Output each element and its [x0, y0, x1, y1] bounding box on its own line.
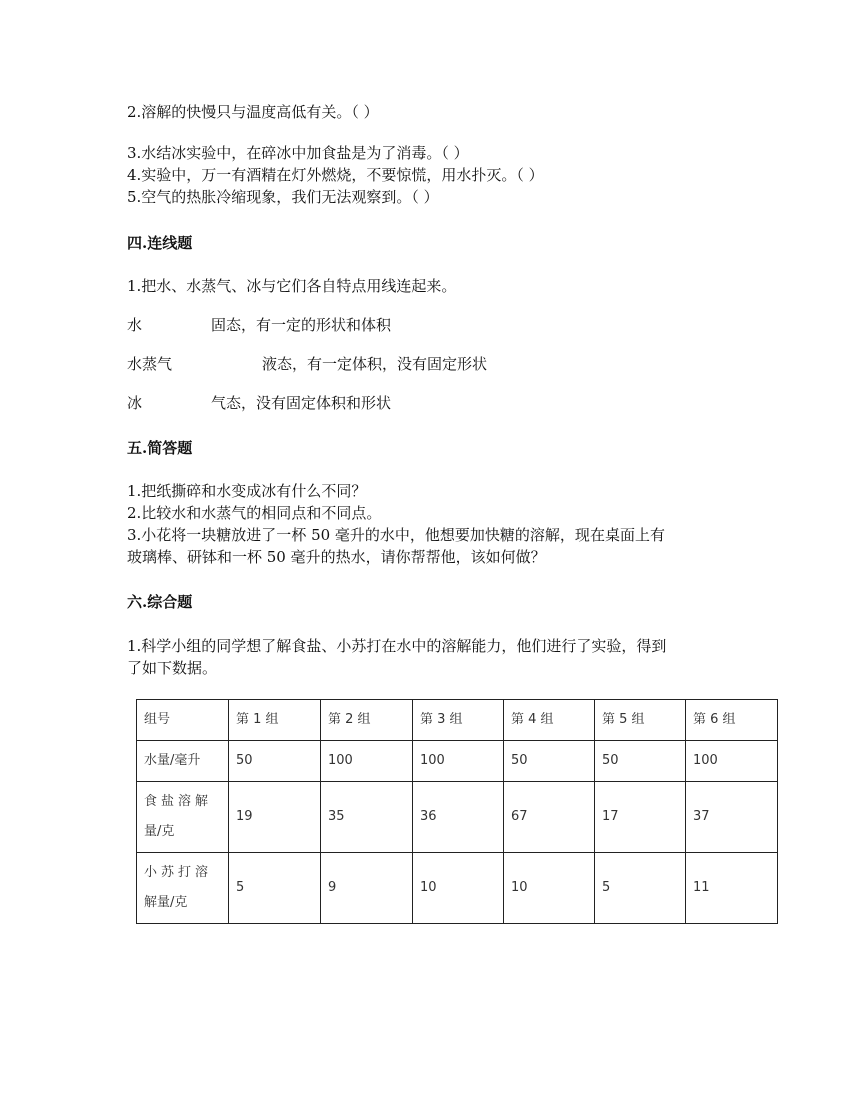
sa-item-2: 2.比较水和水蒸气的相同点和不同点。 — [127, 504, 382, 522]
row-label-line: 小苏打溶 — [144, 865, 213, 880]
tf-item-3: 3.水结冰实验中，在碎冰中加食盐是为了消毒。（ ） — [127, 144, 469, 162]
solubility-table — [136, 699, 778, 924]
table-cell: 67 — [504, 782, 595, 853]
table-header-cell: 第 5 组 — [595, 700, 686, 741]
table-cell: 100 — [686, 741, 778, 782]
sa-item-1: 1.把纸撕碎和水变成冰有什么不同？ — [127, 482, 367, 500]
match-left-water: 水 — [127, 316, 143, 334]
table-cell: 9 — [321, 853, 413, 924]
table-cell: 100 — [413, 741, 504, 782]
match-right-solid: 固态，有一定的形状和体积 — [211, 316, 392, 334]
table-header-cell: 第 2 组 — [321, 700, 413, 741]
sa-item-3-line1: 3.小花将一块糖放进了一杯 50 毫升的水中，他想要加快糖的溶解，现在桌面上有 — [127, 526, 665, 544]
section6-question-line2: 了如下数据。 — [127, 659, 218, 677]
sa-item-3-line2: 玻璃棒、研钵和一杯 50 毫升的热水，请你帮帮他，该如何做？ — [127, 548, 546, 566]
row-label: 水量/毫升 — [137, 741, 229, 782]
section5-title: 五.简答题 — [127, 439, 193, 457]
table-cell: 50 — [504, 741, 595, 782]
table-cell: 10 — [504, 853, 595, 924]
tf-item-5: 5.空气的热胀冷缩现象，我们无法观察到。（ ） — [127, 188, 439, 206]
row-label-line: 食盐溶解 — [144, 794, 213, 809]
table-cell: 10 — [413, 853, 504, 924]
table-header-row — [137, 700, 778, 741]
table-header-cell: 组号 — [137, 700, 229, 741]
table-cell: 19 — [229, 782, 321, 853]
match-left-steam: 水蒸气 — [127, 355, 173, 373]
table-cell: 100 — [321, 741, 413, 782]
table-row — [137, 782, 778, 853]
match-right-liquid: 液态，有一定体积，没有固定形状 — [262, 355, 488, 373]
table-cell: 50 — [229, 741, 321, 782]
row-label — [137, 853, 229, 924]
tf-item-2: 2.溶解的快慢只与温度高低有关。（ ） — [127, 103, 379, 121]
table-cell: 5 — [229, 853, 321, 924]
table-cell: 37 — [686, 782, 778, 853]
table-header-cell: 第 4 组 — [504, 700, 595, 741]
section4-title: 四.连线题 — [127, 234, 193, 252]
table-header-cell: 第 6 组 — [686, 700, 778, 741]
section6-question-line1: 1.科学小组的同学想了解食盐、小苏打在水中的溶解能力，他们进行了实验，得到 — [127, 637, 667, 655]
section6-title: 六.综合题 — [127, 593, 193, 611]
row-label — [137, 782, 229, 853]
table-cell: 5 — [595, 853, 686, 924]
table-cell: 50 — [595, 741, 686, 782]
match-right-gas: 气态，没有固定体积和形状 — [211, 394, 392, 412]
tf-item-4: 4.实验中，万一有酒精在灯外燃烧，不要惊慌，用水扑灭。（ ） — [127, 166, 544, 184]
table-header-cell: 第 3 组 — [413, 700, 504, 741]
section4-question: 1.把水、水蒸气、冰与它们各自特点用线连起来。 — [127, 277, 457, 295]
row-label-line: 解量/克 — [144, 895, 188, 910]
table-cell: 35 — [321, 782, 413, 853]
match-left-ice: 冰 — [127, 394, 143, 412]
table-cell: 17 — [595, 782, 686, 853]
table-row — [137, 853, 778, 924]
table-cell: 36 — [413, 782, 504, 853]
table-header-cell: 第 1 组 — [229, 700, 321, 741]
table-cell: 11 — [686, 853, 778, 924]
row-label-line: 量/克 — [144, 824, 175, 839]
table-row — [137, 741, 778, 782]
